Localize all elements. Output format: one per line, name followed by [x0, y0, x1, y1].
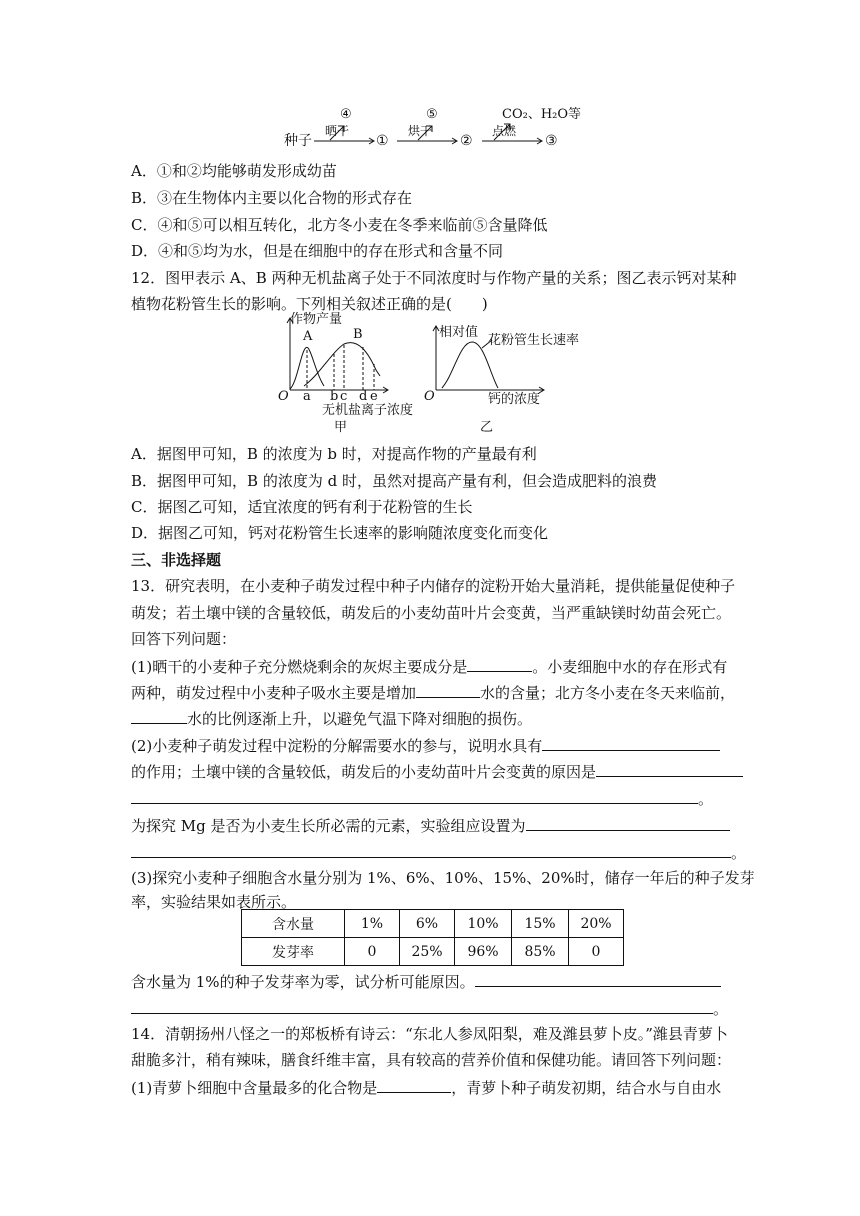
figure-yi-curve-label: 花粉管生长速率 [488, 333, 580, 348]
flow-node-2: ② [460, 133, 473, 149]
q13-part3-line3 [131, 971, 721, 992]
table-cell: 发芽率 [242, 938, 345, 966]
table-row [242, 938, 624, 966]
flow-step-sun-dry: 晒干 [325, 124, 350, 138]
q13-part3-line2: 率，实验结果如表所示。 [131, 893, 297, 911]
q13-p1a: (1)晒干的小麦种子充分燃烧剩余的灰烬主要成分是 [131, 658, 468, 676]
q13-part2-line5 [131, 842, 746, 863]
q13-part2-line2 [131, 761, 743, 782]
flow-step-bake-dry: 烘干 [408, 124, 433, 138]
table-cell: 6% [400, 910, 455, 938]
curve-b [304, 343, 380, 386]
blank-yellow-reason[interactable] [596, 761, 743, 777]
figure-jia-tick-e: e [370, 389, 378, 404]
q13-p1d: 水的含量；北方冬小麦在冬天来临前， [480, 684, 736, 702]
q13-p2a: (2)小麦种子萌发过程中淀粉的分解需要水的参与，说明水具有 [131, 737, 543, 755]
blank-reason-cont[interactable] [131, 998, 713, 1014]
figure-yi [424, 324, 624, 436]
section-heading: 三、非选择题 [131, 551, 222, 569]
q13-part1-line2 [131, 682, 735, 703]
blank-ash[interactable] [467, 656, 532, 672]
q13-p1b: 。小麦细胞中水的存在形式有 [532, 658, 728, 676]
q12-option-b: B．据图甲可知，B 的浓度为 d 时，虽然对提高产量有利，但会造成肥料的浪费 [131, 472, 657, 490]
q13-end-mark-1: 。 [698, 790, 714, 808]
figure-jia-ylabel: 作物产量 [290, 312, 343, 327]
figure-jia-origin: O [278, 389, 289, 404]
blank-water-type-2[interactable] [131, 708, 187, 724]
blank-mg-experiment[interactable] [526, 815, 730, 831]
q11-option-b: B．③在生物体内主要以化合物的形式存在 [131, 189, 413, 207]
figure-jia-tick-a: a [303, 389, 311, 404]
q12-option-a: A．据图甲可知，B 的浓度为 b 时，对提高作物的产量最有利 [131, 445, 537, 463]
figure-yi-origin: O [424, 389, 435, 404]
q13-stem-line1: 13．研究表明，在小麦种子萌发过程中种子内储存的淀粉开始大量消耗，提供能量促使种子 [131, 577, 736, 595]
q13-p2b: 的作用；土壤中镁的含量较低，萌发后的小麦幼苗叶片会变黄的原因是 [131, 763, 597, 781]
flow-step-ignite: 点燃 [492, 124, 517, 138]
q13-p1c: 两种，萌发过程中小麦种子吸水主要是增加 [131, 684, 417, 702]
q13-part2-line1 [131, 735, 720, 756]
table-cell: 20% [569, 910, 624, 938]
figure-yi-caption: 乙 [480, 420, 494, 435]
flow-node-3: ③ [545, 133, 558, 149]
table-cell: 10% [455, 910, 512, 938]
figure-jia-label-b: B [353, 327, 363, 342]
q12-option-d: D．据图乙可知，钙对花粉管生长速率的影响随浓度变化而变化 [131, 524, 549, 542]
q14-stem-line1: 14．清朝扬州八怪之一的郑板桥有诗云：“东北人参凤阳梨，难及潍县萝卜皮。”潍县青萝卜 [131, 1025, 728, 1043]
table-cell: 85% [512, 938, 569, 966]
figure-jia-tick-b: b [330, 389, 339, 404]
table-row [242, 910, 624, 938]
figure-jia-xlabel: 无机盐离子浓度 [322, 403, 414, 418]
flow-seed: 种子 [284, 133, 312, 149]
flow-diagram [280, 104, 600, 152]
flow-out-5: ⑤ [426, 107, 438, 122]
q13-p2c: 为探究 Mg 是否为小麦生长所必需的元素，实验组应设置为 [131, 817, 526, 835]
figure-jia-caption: 甲 [334, 420, 348, 435]
figure-yi-xlabel: 钙的浓度 [488, 392, 541, 407]
table-cell: 25% [400, 938, 455, 966]
q13-part1-line1 [131, 656, 727, 677]
table-cell: 0 [345, 938, 400, 966]
blank-water-role[interactable] [542, 735, 720, 751]
flow-out-4: ④ [340, 107, 352, 122]
table-cell: 含水量 [242, 910, 345, 938]
blank-reason[interactable] [475, 971, 721, 987]
q14-stem-line2: 甜脆多汁，稍有辣味，膳食纤维丰富，具有较高的营养价值和保健功能。请回答下列问题： [131, 1051, 732, 1069]
blank-compound[interactable] [377, 1077, 451, 1093]
q11-option-a: A．①和②均能够萌发形成幼苗 [131, 162, 337, 180]
q12-stem-line2: 植物花粉管生长的影响。下列相关叙述正确的是( ) [131, 295, 488, 313]
table-cell: 1% [345, 910, 400, 938]
blank-yellow-reason-cont[interactable] [131, 788, 698, 804]
figure-jia-tick-d: d [359, 389, 368, 404]
q11-option-d: D．④和⑤均为水，但是在细胞中的存在形式和含量不同 [131, 242, 504, 260]
q12-stem-line1: 12．图甲表示 A、B 两种无机盐离子处于不同浓度时与作物产量的关系；图乙表示钙对某种 [131, 269, 737, 287]
q11-option-c: C．④和⑤可以相互转化，北方冬小麦在冬季来临前⑤含量降低 [131, 216, 548, 234]
q13-p3c: 含水量为 1%的种子发芽率为零，试分析可能原因。 [131, 973, 475, 991]
q13-part1-line3 [131, 708, 532, 729]
figure-jia-label-a: A [303, 329, 313, 344]
q13-stem-line2: 萌发；若土壤中镁的含量较低，萌发后的小麦幼苗叶片会变黄，当严重缺镁时幼苗会死亡。 [131, 604, 732, 622]
q14-part1-line1 [131, 1077, 721, 1098]
q14-l3a: (1)青萝卜细胞中含量最多的化合物是 [131, 1079, 378, 1097]
q13-part2-line3 [131, 788, 713, 809]
flow-node-1: ① [376, 133, 389, 149]
calcium-curve [442, 342, 498, 388]
q13-stem-line3: 回答下列问题： [131, 630, 237, 648]
germination-table [241, 909, 624, 966]
figure-jia-tick-c: c [340, 389, 348, 404]
flow-out-co2-h2o: CO₂、H₂O等 [502, 107, 582, 122]
q13-p1e: 水的比例逐渐上升，以避免气温下降对细胞的损伤。 [187, 710, 533, 728]
q14-l3b: ，青萝卜种子萌发初期，结合水与自由水 [451, 1079, 722, 1097]
table-cell: 0 [569, 938, 624, 966]
q13-end-mark-3: 。 [713, 1000, 729, 1018]
q13-part2-line4 [131, 815, 730, 836]
table-cell: 96% [455, 938, 512, 966]
table-cell: 15% [512, 910, 569, 938]
q12-option-c: C．据图乙可知，适宜浓度的钙有利于花粉管的生长 [131, 498, 473, 516]
blank-mg-experiment-cont[interactable] [131, 842, 731, 858]
q13-part3-line1: (3)探究小麦种子细胞含水量分别为 1%、6%、10%、15%、20%时，储存一年后的种子发芽 [131, 869, 755, 887]
q13-end-mark-2: 。 [731, 844, 747, 862]
figure-yi-ylabel: 相对值 [439, 325, 479, 340]
q13-part3-line4 [131, 998, 728, 1019]
blank-water-type-1[interactable] [416, 682, 480, 698]
figure-jia [276, 312, 426, 436]
